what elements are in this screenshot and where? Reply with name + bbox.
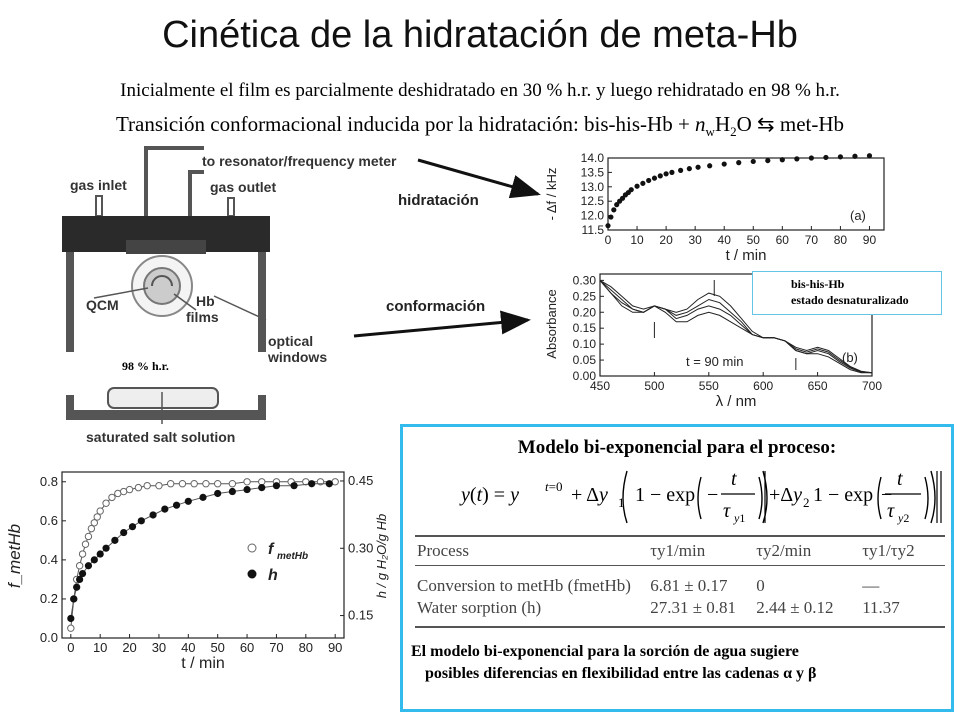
hydration-label: hidratación <box>398 192 479 209</box>
data-point <box>751 159 756 164</box>
y-tick-label: 0.0 <box>39 630 58 645</box>
gas-outlet-label: gas outlet <box>210 179 277 195</box>
data-point-fmethb <box>126 486 132 492</box>
data-point <box>608 214 613 219</box>
x-tick-label: 50 <box>210 640 225 655</box>
svg-text:t: t <box>897 468 903 490</box>
subtitle-transition <box>0 112 960 140</box>
model-note-line-1: El modelo bi-exponencial para la sorción de agua sugiere <box>411 643 799 660</box>
transition-o: O <box>736 112 752 136</box>
data-point-h <box>161 506 168 513</box>
x-tick-label: 30 <box>151 640 167 655</box>
data-point <box>823 155 828 160</box>
data-point-h <box>111 537 118 544</box>
legend-line-2: estado desnaturalizado <box>791 293 909 307</box>
x-tick-label: 90 <box>327 640 343 655</box>
hydration-arrow <box>418 160 538 194</box>
annotation-t90: t = 90 min <box>686 354 744 369</box>
x-tick-label: 30 <box>688 233 702 247</box>
x-tick-label: 50 <box>746 233 760 247</box>
x-tick-label: 70 <box>269 640 284 655</box>
y-tick-label: 12.0 <box>580 208 604 223</box>
y-tick-label: 13.0 <box>580 179 604 194</box>
wire-top <box>144 146 204 150</box>
frequency-chart <box>538 150 888 268</box>
col-tau1: τy1/min <box>648 536 754 566</box>
films-label: films <box>186 309 219 325</box>
data-point <box>687 166 692 171</box>
data-point-h <box>243 486 250 493</box>
cell-wall-left <box>66 252 74 352</box>
x-tick-label: 0 <box>604 233 612 247</box>
data-point <box>634 184 639 189</box>
x-tick-label: 20 <box>659 233 673 247</box>
data-point-fmethb <box>85 533 91 539</box>
windows-label: windows <box>268 349 328 365</box>
transition-h-sub: 2 <box>730 124 737 140</box>
data-point <box>867 153 872 158</box>
y-axis-label: - Δf / kHz <box>544 167 559 221</box>
data-point <box>646 178 651 183</box>
data-point <box>838 154 843 159</box>
table-row <box>415 566 945 598</box>
data-point-h <box>120 529 127 536</box>
salt-dish <box>108 388 218 408</box>
x-tick-label: 500 <box>644 379 665 393</box>
cell-ratio: 11.37 <box>860 597 945 627</box>
transition-n-sub: w <box>705 124 715 140</box>
y-axis-label: f_metHb <box>5 523 24 589</box>
data-point <box>669 170 674 175</box>
transition-n: n <box>695 112 706 136</box>
y-tick-label: 0.10 <box>572 337 596 352</box>
data-point <box>794 156 799 161</box>
data-point-h <box>173 502 180 509</box>
data-point <box>722 161 727 166</box>
panel-label: (a) <box>850 208 866 223</box>
data-point-fmethb <box>179 481 185 487</box>
model-note-line-2: posibles diferencias en flexibilidad entre las cadenas α y β <box>425 665 817 682</box>
plot-frame <box>608 158 884 230</box>
x-axis-label: t / min <box>725 247 767 264</box>
model-note <box>411 641 945 685</box>
model-panel <box>400 424 954 712</box>
svg-text:−: − <box>881 484 893 506</box>
data-point <box>780 157 785 162</box>
model-equation-tail <box>875 465 951 527</box>
cell-tau1: 6.81 ± 0.17 <box>650 576 728 595</box>
data-point-h <box>79 570 86 577</box>
data-point <box>678 168 683 173</box>
panel-label: (b) <box>842 350 858 365</box>
data-point <box>736 160 741 165</box>
arrows-layer <box>340 150 550 360</box>
x-tick-label: 650 <box>807 379 828 393</box>
data-point-h <box>70 595 77 602</box>
data-point-fmethb <box>156 482 162 488</box>
data-point-fmethb <box>135 484 141 490</box>
y2-axis-label: h / g H₂O/g Hb <box>374 513 389 599</box>
data-point-h <box>102 545 109 552</box>
y-tick-label: 0.00 <box>572 369 596 383</box>
data-point <box>658 173 663 178</box>
y-tick-label: 0.6 <box>39 512 58 528</box>
cell-wall-right <box>258 252 266 352</box>
data-point-fmethb <box>97 508 103 514</box>
x-axis-label: t / min <box>181 655 225 672</box>
col-ratio: τy1/τy2 <box>860 536 945 566</box>
x-tick-label: 40 <box>717 233 731 247</box>
y-tick-label: 0.05 <box>572 353 596 368</box>
data-point-h <box>91 556 98 563</box>
data-point <box>611 207 616 212</box>
data-point-fmethb <box>82 541 88 547</box>
x-tick-label: 90 <box>862 233 877 247</box>
data-point <box>809 155 814 160</box>
data-point-h <box>129 523 136 530</box>
kinetics-chart <box>0 456 398 690</box>
svg-text:+ Δy: + Δy <box>571 484 608 506</box>
svg-text:t: t <box>731 468 737 490</box>
x-tick-label: 10 <box>92 640 108 655</box>
legend-line-1: bis-his-Hb <box>791 277 845 291</box>
svg-text:1: 1 <box>618 495 625 510</box>
y-tick-label: 0.2 <box>39 590 58 606</box>
data-point-h <box>214 490 221 497</box>
data-point-fmethb <box>203 481 209 487</box>
x-tick-label: 70 <box>804 233 819 247</box>
wire-right-top <box>188 170 204 174</box>
col-tau2: τy2/min <box>754 536 860 566</box>
svg-text:τ: τ <box>723 500 731 522</box>
y-axis-label: Absorbance <box>544 289 559 359</box>
x-tick-label: 80 <box>298 640 314 655</box>
wire-right <box>188 170 192 216</box>
x-tick-label: 60 <box>239 640 255 655</box>
y-tick-label: 12.5 <box>580 194 604 209</box>
data-point-h <box>185 498 192 505</box>
legend-marker-h <box>248 570 257 579</box>
hb-label: Hb <box>196 293 215 309</box>
cell-tau1: 27.31 ± 0.81 <box>648 597 754 627</box>
gas-inlet-label: gas inlet <box>70 177 127 193</box>
conformation-label: conformación <box>386 298 486 315</box>
x-tick-label: 80 <box>833 233 848 247</box>
y-tick-label: 0.20 <box>572 305 596 320</box>
data-point-h <box>73 584 80 591</box>
x-tick-label: 0 <box>67 640 75 655</box>
svg-text:1 − exp: 1 − exp <box>635 484 696 506</box>
data-point <box>605 223 610 228</box>
data-point-h <box>97 550 104 557</box>
y2-tick-label: 0.15 <box>348 607 374 623</box>
resonator-label: to resonator/frequency meter <box>202 153 397 169</box>
equilibrium-arrow: ⇆ <box>757 112 775 136</box>
table-header-row <box>415 536 945 566</box>
model-title: Modelo bi-exponencial para el proceso: <box>517 437 837 458</box>
svg-text:−: − <box>707 484 719 506</box>
wire-left <box>144 146 148 216</box>
data-point-h <box>138 517 145 524</box>
hb-film <box>144 268 180 304</box>
gas-outlet-tube <box>228 198 234 216</box>
y-tick-label: 14.0 <box>580 151 604 165</box>
transition-tail: met-Hb <box>774 112 845 136</box>
data-point-fmethb <box>103 500 109 506</box>
data-point-fmethb <box>144 482 150 488</box>
x-tick-label: 450 <box>589 379 611 393</box>
svg-text:2: 2 <box>803 495 810 510</box>
data-point-fmethb <box>79 551 85 557</box>
cell-process: Conversion to metHb (fmetHb) <box>417 576 631 595</box>
col-process: Process <box>415 536 648 566</box>
x-tick-label: 10 <box>630 233 644 247</box>
data-point <box>707 163 712 168</box>
x-tick-label: 600 <box>753 379 774 393</box>
transition-h: H <box>714 112 731 136</box>
crystal-holder <box>126 240 206 254</box>
legend-marker-fmethb <box>248 544 256 552</box>
data-point <box>652 176 657 181</box>
data-point-h <box>273 482 280 489</box>
svg-text:y2: y2 <box>898 511 910 525</box>
cell-tau2: 0 <box>756 576 765 595</box>
data-point <box>852 154 857 159</box>
data-point <box>640 181 645 186</box>
legend-label-h: h <box>268 567 278 584</box>
data-point <box>629 187 634 192</box>
y-tick-label: 0.15 <box>572 321 596 336</box>
data-point-h <box>149 511 156 518</box>
table-row <box>415 597 945 627</box>
data-point-fmethb <box>214 481 220 487</box>
gas-inlet-tube <box>96 196 102 216</box>
y2-tick-label: 0.30 <box>348 540 374 556</box>
slide-title: Cinética de la hidratación de meta-Hb <box>162 14 798 56</box>
x-tick-label: 20 <box>122 640 137 655</box>
svg-text:1 − exp: 1 − exp <box>813 484 874 506</box>
y-tick-label: 13.5 <box>580 165 604 180</box>
parameters-table <box>415 535 945 628</box>
svg-text:t=0: t=0 <box>545 479 563 494</box>
y-tick-label: 0.25 <box>572 289 596 304</box>
data-point-fmethb <box>259 479 265 485</box>
model-equation <box>455 465 915 527</box>
data-point-fmethb <box>68 625 74 631</box>
x-tick-label: 60 <box>775 233 789 247</box>
spectrum-legend-box <box>752 271 942 315</box>
data-point-h <box>67 615 74 622</box>
rh-label: 98 % h.r. <box>122 359 169 373</box>
x-tick-label: 40 <box>181 640 196 655</box>
svg-text:τ: τ <box>887 500 895 522</box>
cell-floor <box>66 410 266 420</box>
data-point-fmethb <box>191 481 197 487</box>
legend-label-fmethb: f <box>268 541 274 558</box>
data-point-h <box>229 488 236 495</box>
subtitle-protocol: Inicialmente el film es parcialmente deshidratado en 30 % h.r. y luego rehidratado en 98 % h.r. <box>120 80 840 101</box>
data-point-h <box>258 484 265 491</box>
data-point-h <box>85 562 92 569</box>
x-axis-label: λ / nm <box>715 393 757 410</box>
salt-label: saturated salt solution <box>86 429 236 445</box>
data-point <box>765 158 770 163</box>
qcm-label: QCM <box>86 297 119 313</box>
transition-lead: Transición conformacional inducida por la hidratación: bis-his-Hb + <box>115 112 696 136</box>
y-tick-label: 0.30 <box>572 273 596 288</box>
optical-label: optical <box>268 333 314 349</box>
cell-tau2: 2.44 ± 0.12 <box>754 597 860 627</box>
svg-text:y(t) = y: y(t) = y <box>461 484 519 506</box>
y-tick-label: 0.4 <box>39 551 58 567</box>
y-tick-label: 0.8 <box>39 473 58 489</box>
data-point-fmethb <box>244 479 250 485</box>
x-tick-label: 550 <box>698 379 719 393</box>
data-point <box>695 165 700 170</box>
y2-tick-label: 0.45 <box>348 472 374 488</box>
svg-text:+Δy: +Δy <box>769 484 803 506</box>
data-point-fmethb <box>229 481 235 487</box>
cell-ratio: — <box>862 576 880 595</box>
svg-text:y1: y1 <box>734 511 746 525</box>
data-point-h <box>290 482 297 489</box>
data-point-fmethb <box>332 479 338 485</box>
data-point-fmethb <box>167 481 173 487</box>
y-tick-label: 11.5 <box>581 223 604 237</box>
conformation-arrow <box>354 320 528 336</box>
data-point-h <box>308 480 315 487</box>
cell-process: Water sorption (h) <box>415 597 648 627</box>
data-point-h <box>199 494 206 501</box>
x-tick-label: 700 <box>861 379 883 393</box>
data-point <box>664 171 669 176</box>
data-point-fmethb <box>76 563 82 569</box>
legend-label-fmethb-sub: metHb <box>277 551 309 562</box>
data-point-fmethb <box>109 494 115 500</box>
data-point-h <box>326 480 333 487</box>
